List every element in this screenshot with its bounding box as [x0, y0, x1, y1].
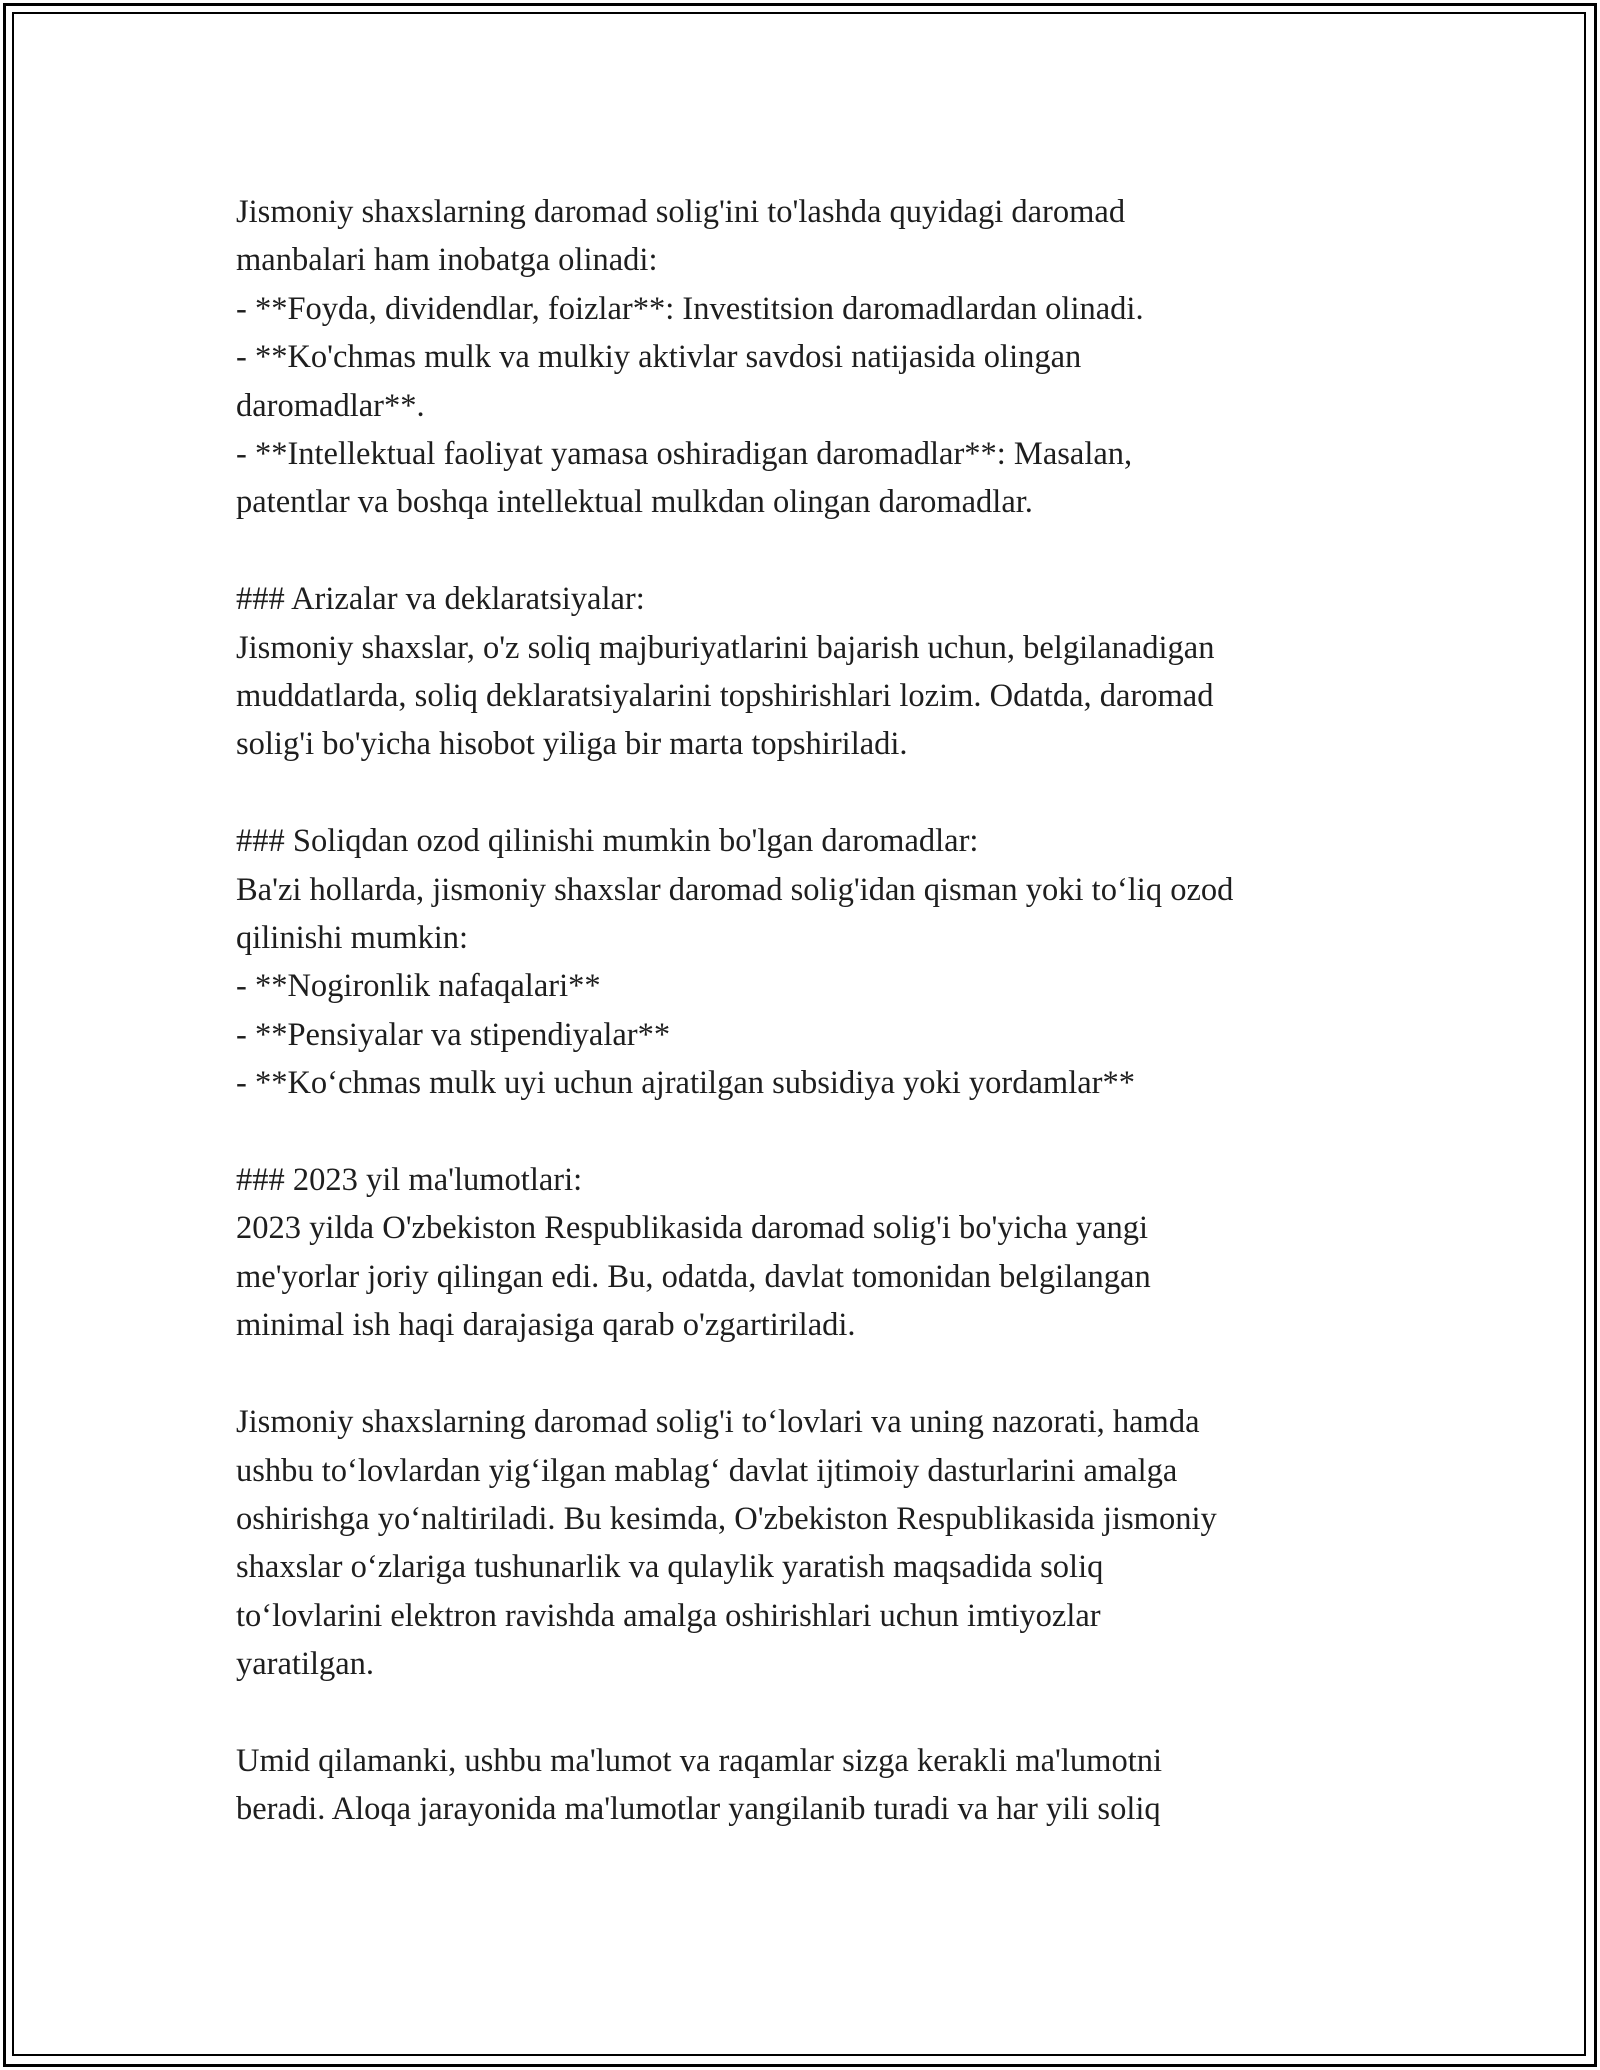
text-line: patentlar va boshqa intellektual mulkdan olingan daromadlar. [236, 484, 1033, 521]
section-heading: ### Arizalar va deklaratsiyalar: [236, 581, 645, 618]
text-line: manbalari ham inobatga olinadi: [236, 242, 658, 279]
blank-line [236, 769, 1386, 817]
text-line: yaratilgan. [236, 1646, 375, 1683]
blank-line [236, 1108, 1386, 1156]
blank-line [236, 527, 1386, 575]
text-line: solig'i bo'yicha hisobot yiliga bir marta topshiriladi. [236, 726, 908, 763]
text-line: Jismoniy shaxslarning daromad solig'ini to'lashda quyidagi daromad [236, 194, 1126, 230]
text-line: Umid qilamanki, ushbu ma'lumot va raqamlar sizga kerakli ma'lumotni [236, 1742, 1163, 1779]
text-line: beradi. Aloqa jarayonida ma'lumotlar yangilanib turadi va har yili soliq [236, 1791, 1161, 1828]
text-line: Ba'zi hollarda, jismoniy shaxslar daromad solig'idan qisman yoki to‘liq ozod [236, 871, 1234, 908]
blank-line [236, 1350, 1386, 1398]
text-line: Jismoniy shaxslar, o'z soliq majburiyatlarini bajarish uchun, belgilanadigan [236, 629, 1215, 666]
list-item: - **Pensiyalar va stipendiyalar** [236, 1016, 671, 1053]
text-line: Jismoniy shaxslarning daromad solig'i to‘lovlari va uning nazorati, hamda [236, 1404, 1200, 1441]
section-heading: ### Soliqdan ozod qilinishi mumkin bo'lgan daromadlar: [236, 823, 979, 860]
text-line: minimal ish haqi darajasiga qarab o'zgartiriladi. [236, 1307, 856, 1344]
blank-line [236, 1689, 1386, 1737]
text-line: muddatlarda, soliq deklaratsiyalarini topshirishlari lozim. Odatda, daromad [236, 678, 1214, 715]
text-line: shaxslar o‘zlariga tushunarlik va qulaylik yaratish maqsadida soliq [236, 1549, 1104, 1586]
text-line: to‘lovlarini elektron ravishda amalga oshirishlari uchun imtiyozlar [236, 1597, 1101, 1634]
text-line: daromadlar**. [236, 387, 425, 424]
list-item: - **Foyda, dividendlar, foizlar**: Investitsion daromadlardan olinadi. [236, 290, 1144, 327]
text-line: me'yorlar joriy qilingan edi. Bu, odatda, davlat tomonidan belgilangan [236, 1258, 1151, 1295]
text-line: qilinishi mumkin: [236, 920, 469, 957]
text-line: oshirishga yo‘naltiriladi. Bu kesimda, O'zbekiston Respublikasida jismoniy [236, 1500, 1217, 1537]
list-item: - **Ko'chmas mulk va mulkiy aktivlar savdosi natijasida olingan [236, 339, 1082, 376]
text-line: 2023 yilda O'zbekiston Respublikasida daromad solig'i bo'yicha yangi [236, 1210, 1149, 1247]
list-item: - **Intellektual faoliyat yamasa oshiradigan daromadlar**: Masalan, [236, 436, 1133, 473]
list-item: - **Ko‘chmas mulk uyi uchun ajratilgan subsidiya yoki yordamlar** [236, 1065, 1135, 1102]
list-item: - **Nogironlik nafaqalari** [236, 968, 601, 1005]
document-body [236, 188, 1386, 1834]
text-line: ushbu to‘lovlardan yig‘ilgan mablag‘ davlat ijtimoiy dasturlarini amalga [236, 1452, 1178, 1489]
section-heading: ### 2023 yil ma'lumotlari: [236, 1162, 583, 1199]
